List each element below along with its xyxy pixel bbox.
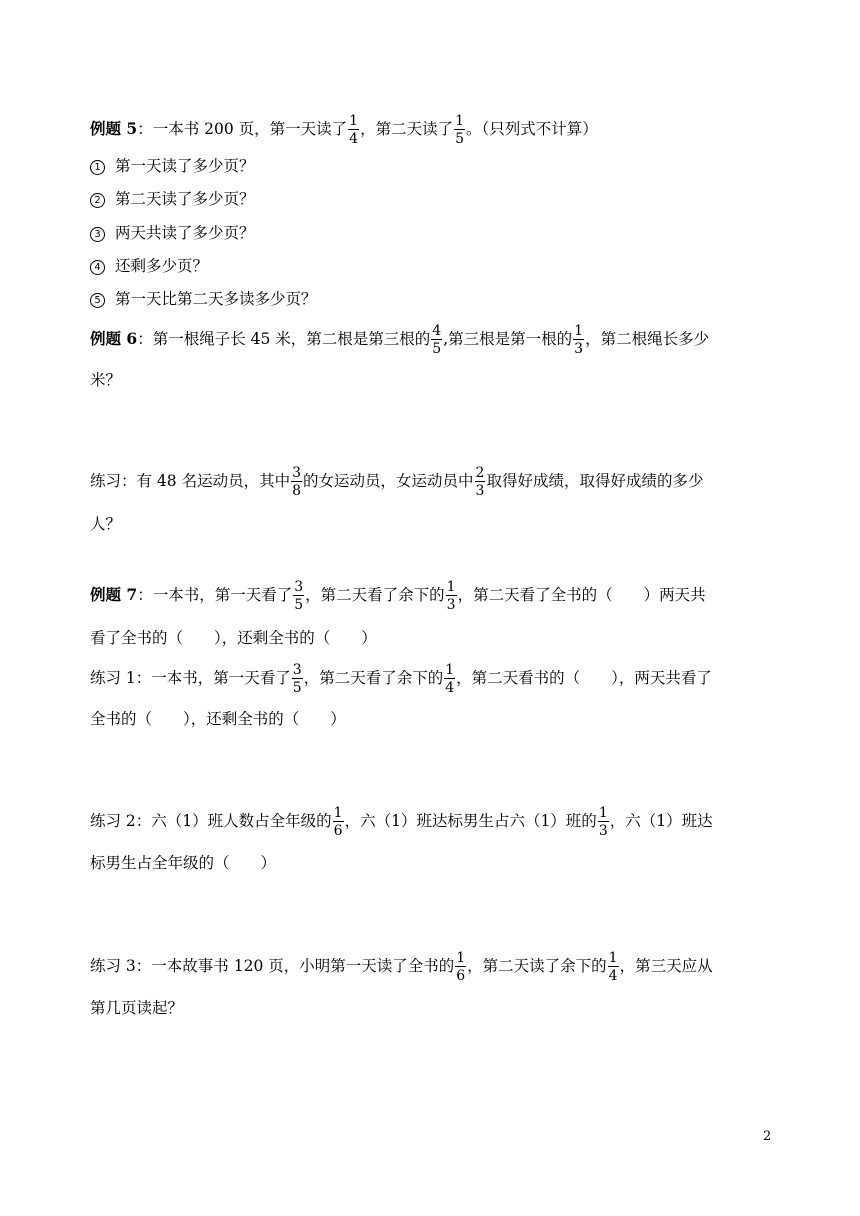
fraction: $\frac{3}{5}$: [294, 579, 304, 613]
example-7-line-2: 看了全书的（ ），还剩全书的（ ）: [90, 629, 377, 647]
example-7-line: 例题 7：一本书，第一天看了 $\frac{3}{5}$ ，第二天看了余下的 $\frac{1}{3}$ ，第二天看了全书的（ ）两天共: [90, 579, 706, 613]
fraction: $\frac{1}{6}$: [333, 805, 343, 839]
list-item: 3 两天共读了多少页？: [90, 226, 780, 242]
practice-2-line-2: 标男生占全年级的（ ）: [90, 854, 277, 872]
practice-3-line: 练习 3：一本故事书 120 页，小明第一天读了全书的 $\frac{1}{6}$ ，第二天读了余下的 $\frac{1}{4}$ ，第三天应从: [90, 950, 713, 984]
fraction: $\frac{1}{3}$: [598, 805, 608, 839]
list-item: 2 第二天读了多少页？: [90, 192, 780, 208]
fraction: $\frac{2}{3}$: [475, 465, 485, 499]
list-item: 5 第一天比第二天多读多少页？: [90, 292, 780, 308]
page-number: 2: [763, 1129, 772, 1144]
fraction: $\frac{1}{4}$: [608, 950, 618, 984]
circled-number: 3: [90, 227, 105, 242]
fraction: $\frac{3}{8}$: [292, 465, 301, 499]
circled-number: 4: [90, 260, 105, 275]
fraction: $\frac{3}{5}$: [292, 662, 302, 696]
list-item: 4 还剩多少页？: [90, 259, 780, 275]
fraction: $\frac{1}{4}$: [349, 113, 359, 147]
fraction: $\frac{1}{6}$: [456, 950, 466, 984]
circled-number: 2: [90, 193, 105, 208]
practice-3-line-2: 第几页读起？: [90, 999, 184, 1017]
practice-1-line: 练习 1：一本书，第一天看了 $\frac{3}{5}$ ，第二天看了余下的 $\frac{1}{4}$ ，第二天看书的（ ），两天共看了: [90, 662, 712, 696]
circled-number: 1: [90, 160, 105, 175]
example-6-line-2: 米？: [90, 371, 122, 389]
fraction: $\frac{1}{5}$: [455, 113, 464, 147]
example-5-line: 例题 5：一本书 200 页，第一天读了 $\frac{1}{4}$ ，第二天读了 $\frac{1}{5}$ 。（只列式不计算）: [90, 113, 598, 147]
practice-2-line: 练习 2：六（1）班人数占全年级的 $\frac{1}{6}$ ，六（1）班达标男生占六（1）班的 $\frac{1}{3}$ ，六（1）班达: [90, 805, 713, 839]
example-6-line: 例题 6：第一根绳子长 45 米，第二根是第三根的 $\frac{4}{5}$ ,第三根是第一根的 $\frac{1}{3}$ ，第二根绳长多少: [90, 323, 710, 357]
fraction: $\frac{1}{4}$: [445, 662, 455, 696]
fraction: $\frac{4}{5}$: [432, 323, 442, 357]
fraction: $\frac{1}{3}$: [574, 323, 584, 357]
practice-1-line-2: 全书的（ ），还剩全书的（ ）: [90, 710, 346, 728]
fraction: $\frac{1}{3}$: [446, 579, 456, 613]
example-5-label: 例题 5: [90, 119, 138, 138]
list-item: 1 第一天读了多少页？: [90, 159, 780, 175]
practice-line-2: 人？: [90, 515, 122, 533]
example-6-label: 例题 6: [90, 329, 138, 348]
circled-number: 5: [90, 293, 105, 308]
practice-line: 练习：有 48 名运动员，其中 $\frac{3}{8}$ 的女运动员，女运动员中 $\frac{2}{3}$ 取得好成绩，取得好成绩的多少: [90, 465, 704, 499]
example-7-label: 例题 7: [90, 585, 138, 604]
